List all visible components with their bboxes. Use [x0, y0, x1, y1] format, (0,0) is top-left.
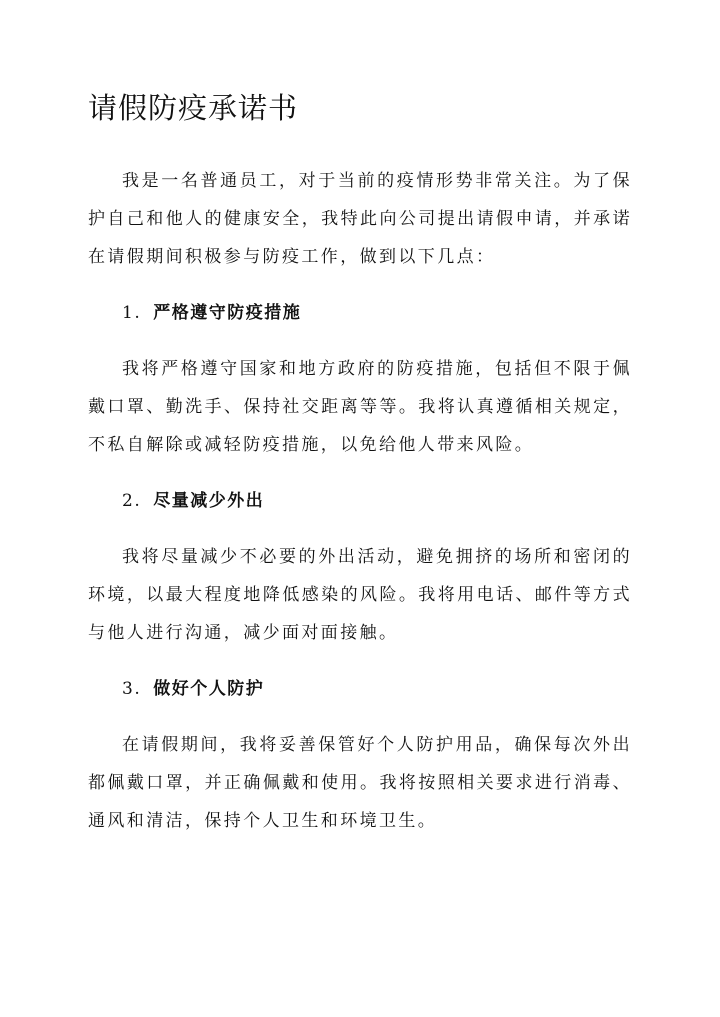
section-heading — [88, 670, 632, 708]
section-heading — [88, 294, 632, 332]
section-heading — [88, 482, 632, 520]
section-3 — [88, 670, 632, 840]
section-heading-text: 严格遵守防疫措施 — [153, 303, 302, 323]
section-heading-text: 做好个人防护 — [153, 679, 265, 699]
section-body: 在请假期间，我将妥善保管好个人防护用品，确保每次外出都佩戴口罩，并正确佩戴和使用。我将按照相关要求进行消毒、通风和清洁，保持个人卫生和环境卫生。 — [88, 735, 632, 831]
intro-paragraph: 我是一名普通员工，对于当前的疫情形势非常关注。为了保护自己和他人的健康安全，我特此向公司提出请假申请，并承诺在请假期间积极参与防疫工作，做到以下几点： — [88, 171, 632, 267]
section-heading-text: 尽量减少外出 — [153, 491, 265, 511]
section-number: 2. — [122, 491, 142, 511]
section-number: 1. — [122, 303, 142, 323]
section-body: 我将严格遵守国家和地方政府的防疫措施，包括但不限于佩戴口罩、勤洗手、保持社交距离等等。我将认真遵循相关规定，不私自解除或减轻防疫措施，以免给他人带来风险。 — [88, 359, 632, 455]
section-number: 3. — [122, 679, 142, 699]
section-2 — [88, 482, 632, 652]
section-body: 我将尽量减少不必要的外出活动，避免拥挤的场所和密闭的环境，以最大程度地降低感染的风险。我将用电话、邮件等方式与他人进行沟通，减少面对面接触。 — [88, 547, 632, 643]
section-1 — [88, 294, 632, 464]
document-title: 请假防疫承诺书 — [88, 91, 299, 125]
